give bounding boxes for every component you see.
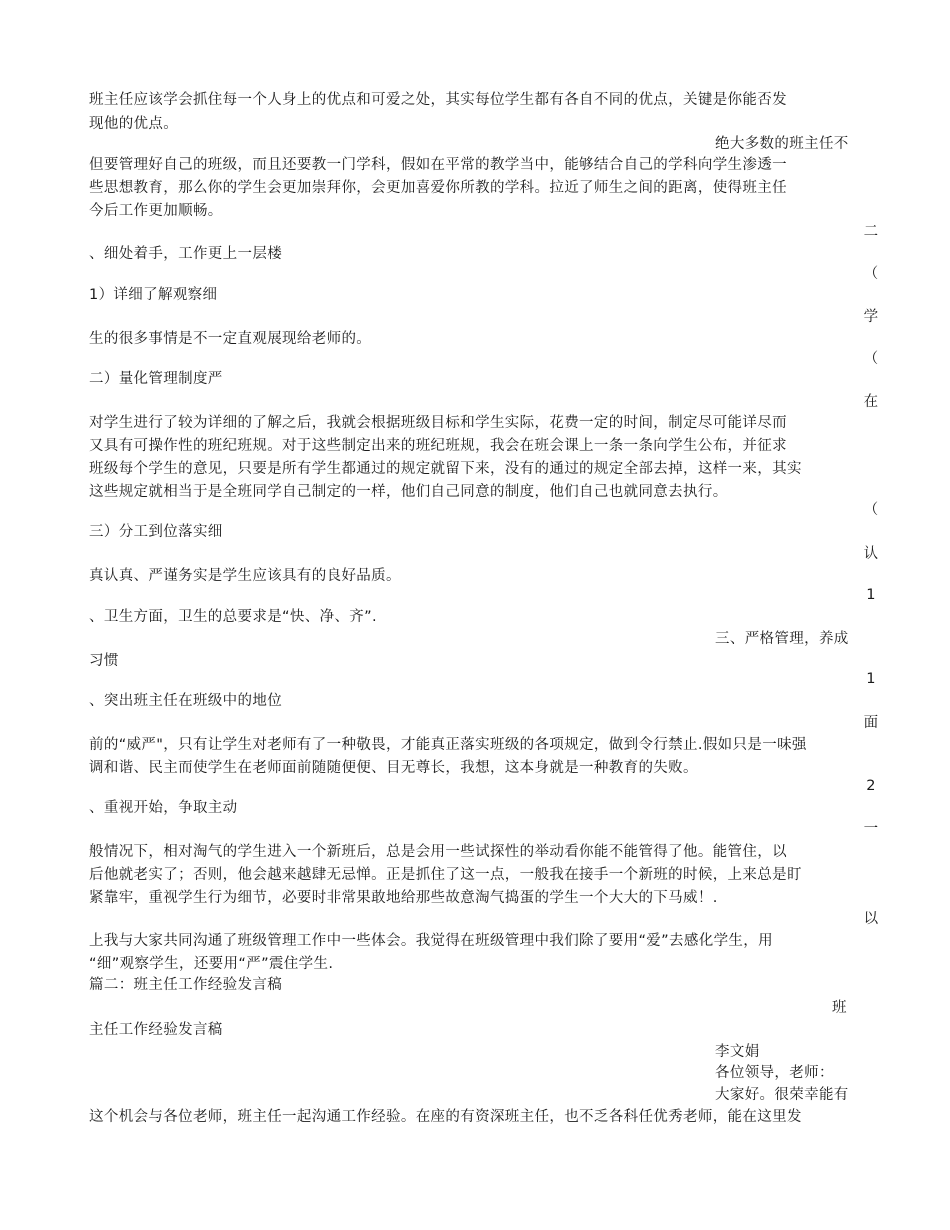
margin-fragment: 在 xyxy=(863,394,879,410)
body-line: 班主任应该学会抓住每一个人身上的优点和可爱之处，其实每位学生都有各自不同的优点，关键是你能否发 xyxy=(89,92,787,108)
margin-fragment: 学 xyxy=(863,309,879,325)
body-line: 这个机会与各位老师，班主任一起沟通工作经验。在座的有资深班主任，也不乏各科任优秀老师，能在这里发 xyxy=(89,1109,802,1125)
body-line: 真认真、严谨务实是学生应该具有的良好品质。 xyxy=(89,568,401,584)
body-line: “细”观察学生，还要用“严”震住学生. xyxy=(89,956,334,972)
margin-fragment: 1 xyxy=(866,587,876,603)
body-line: 现他的优点。 xyxy=(89,116,179,132)
subsection-heading: 三）分工到位落实细 xyxy=(89,524,223,540)
body-line: 上我与大家共同沟通了班级管理工作中一些体会。我觉得在班级管理中我们除了要用“爱”去感化学生，用 xyxy=(89,933,773,949)
section-heading: 习惯 xyxy=(89,653,119,669)
body-line: 又具有可操作性的班纪班规。对于这些制定出来的班纪班规，我会在班会课上一条一条向学生公布，并征求 xyxy=(89,438,787,454)
margin-fragment: 2 xyxy=(866,778,876,794)
margin-fragment: 一 xyxy=(863,821,879,837)
margin-fragment: 1 xyxy=(866,671,876,687)
body-line: 绝大多数的班主任不 xyxy=(715,136,849,152)
section-heading: 、细处着手，工作更上一层楼 xyxy=(89,246,283,262)
body-line: 但要管理好自己的班级，而且还要教一门学科，假如在平常的教学当中，能够结合自己的学科向学生渗透一 xyxy=(89,157,787,173)
section-heading: 三、严格管理，养成 xyxy=(715,631,849,647)
margin-fragment: （ xyxy=(863,351,879,367)
article-title: 篇二：班主任工作经验发言稿 xyxy=(89,977,283,993)
article-title: 主任工作经验发言稿 xyxy=(89,1022,223,1038)
body-line: 后他就老实了；否则，他会越来越肆无忌惮。正是抓住了这一点，一般我在接手一个新班的时候，上来总是盯 xyxy=(89,867,802,883)
margin-fragment: 班 xyxy=(832,1000,847,1016)
body-line: 今后工作更加顺畅。 xyxy=(89,203,223,219)
body-line: 紧靠牢，重视学生行为细节，必要时非常果敢地给那些故意淘气捣蛋的学生一个大大的下马威！. xyxy=(89,890,718,906)
margin-fragment: 以 xyxy=(863,911,879,927)
body-line: 生的很多事情是不一定直观展现给老师的。 xyxy=(89,331,372,347)
margin-fragment: 面 xyxy=(863,715,879,731)
subsection-heading: 1）详细了解观察细 xyxy=(89,287,218,303)
body-line: 些思想教育，那么你的学生会更加崇拜你，会更加喜爱你所教的学科。拉近了师生之间的距离，使得班主任 xyxy=(89,180,787,196)
margin-fragment: 二 xyxy=(863,224,879,240)
body-line: 、卫生方面，卫生的总要求是“快、净、齐”. xyxy=(89,609,377,625)
body-line: 大家好。很荣幸能有 xyxy=(715,1087,849,1103)
body-line: 班级每个学生的意见，只要是所有学生都通过的规定就留下来，没有的通过的规定全部去掉，这样一来，其实 xyxy=(89,461,802,477)
margin-fragment: （ xyxy=(863,502,879,518)
margin-fragment: 认 xyxy=(863,546,879,562)
salutation: 各位领导，老师： xyxy=(715,1065,834,1081)
body-line: 调和谐、民主而使学生在老师面前随随便便、目无尊长，我想，这本身就是一种教育的失败。 xyxy=(89,760,698,776)
body-line: 这些规定就相当于是全班同学自己制定的一样，他们自己同意的制度，他们自己也就同意去执行。 xyxy=(89,484,728,500)
subsection-heading: 二）量化管理制度严 xyxy=(89,371,223,387)
body-line: 前的“威严"，只有让学生对老师有了一种敬畏，才能真正落实班级的各项规定，做到令行禁止.假如只是一味强 xyxy=(89,737,807,753)
margin-fragment: （ xyxy=(863,266,879,282)
author-name: 李文娟 xyxy=(715,1044,760,1060)
body-line: 、重视开始，争取主动 xyxy=(89,800,238,816)
body-line: 对学生进行了较为详细的了解之后，我就会根据班级目标和学生实际，花费一定的时间，制定尽可能详尽而 xyxy=(89,415,787,431)
body-line: 般情况下，相对淘气的学生进入一个新班后，总是会用一些试探性的举动看你能不能管得了他。能管住，以 xyxy=(89,844,787,860)
body-line: 、突出班主任在班级中的地位 xyxy=(89,693,283,709)
